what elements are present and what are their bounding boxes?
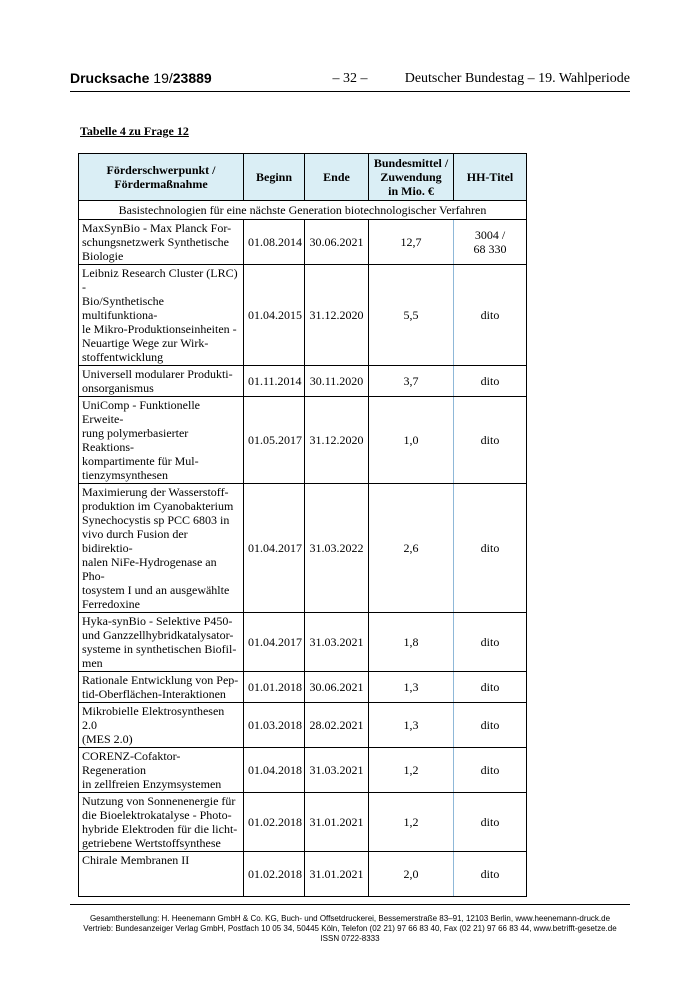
measure-name-line: Neuartige Wege zur Wirk- <box>82 336 209 350</box>
budget-title <box>454 852 527 897</box>
budget-title-line: dito <box>480 635 500 649</box>
amount: 1,3 <box>369 672 454 703</box>
table-row <box>79 793 527 852</box>
measure-name-line: vivo durch Fusion der bidirektio- <box>82 527 188 555</box>
end-date: 31.12.2020 <box>305 397 369 484</box>
table-row <box>79 220 527 265</box>
end-date: 30.06.2021 <box>305 220 369 265</box>
measure-name-line: Mikrobielle Elektrosynthesen 2.0 <box>82 704 225 732</box>
budget-title-line: dito <box>480 815 500 829</box>
measure-name-line: Synechocystis sp PCC 6803 in <box>82 513 230 527</box>
amount: 3,7 <box>369 366 454 397</box>
measure-name <box>79 748 244 793</box>
table-caption: Tabelle 4 zu Frage 12 <box>80 124 189 138</box>
header-right: Deutscher Bundestag – 19. Wahlperiode <box>404 71 630 86</box>
page-number: – 32 – <box>332 71 368 86</box>
measure-name-line: nalen NiFe-Hydrogenase an Pho- <box>82 555 217 583</box>
amount: 5,5 <box>369 265 454 366</box>
begin-date: 01.11.2014 <box>244 366 305 397</box>
funding-table <box>78 153 527 897</box>
amount: 1,2 <box>369 748 454 793</box>
footer-rule <box>70 904 630 905</box>
budget-title <box>454 793 527 852</box>
measure-name-line: Leibniz Research Cluster (LRC) - <box>82 266 238 294</box>
measure-name-line: onsorganismus <box>82 381 154 395</box>
budget-title-line: dito <box>480 433 500 447</box>
measure-name <box>79 613 244 672</box>
measure-name-line: in zellfreien Enzymsystemen <box>82 777 222 791</box>
measure-name-line: Maximierung der Wasserstoff- <box>82 485 229 499</box>
begin-date: 01.04.2017 <box>244 613 305 672</box>
measure-name <box>79 852 244 897</box>
footer-line-2: Vertrieb: Bundesanzeiger Verlag GmbH, Postfach 10 05 34, 50445 Köln, Telefon (02 21) 97 66 83 40, Fax (02 21) 97 66 83 44, www.betrifft-gesetze.de <box>83 924 617 933</box>
header-rule <box>70 91 630 92</box>
end-date: 31.03.2021 <box>305 748 369 793</box>
measure-name-line: kompartimente für Mul- <box>82 454 199 468</box>
measure-name-line: schungsnetzwerk Synthetische <box>82 235 229 249</box>
budget-title <box>454 613 527 672</box>
measure-name-line <box>82 881 240 895</box>
begin-date: 01.04.2017 <box>244 484 305 613</box>
budget-title <box>454 265 527 366</box>
begin-date: 01.04.2015 <box>244 265 305 366</box>
begin-date: 01.05.2017 <box>244 397 305 484</box>
measure-name-line: UniComp - Funktionelle Erweite- <box>82 398 200 426</box>
budget-title-line: dito <box>480 308 500 322</box>
measure-name-line: stoffentwicklung <box>82 350 164 364</box>
end-date: 28.02.2021 <box>305 703 369 748</box>
section-row <box>79 201 527 220</box>
measure-name <box>79 793 244 852</box>
measure-name-line: systeme in synthetischen Biofil- <box>82 642 237 656</box>
measure-name-line: Chirale Membranen II <box>82 853 190 867</box>
measure-name <box>79 703 244 748</box>
measure-name-line: rung polymerbasierter Reaktions- <box>82 426 189 454</box>
measure-name-line <box>82 867 240 881</box>
budget-title <box>454 220 527 265</box>
header-end: Ende <box>305 154 369 201</box>
table-row <box>79 852 527 897</box>
measure-name-line: getriebene Wertstoffsynthese <box>82 836 221 850</box>
measure-name <box>79 265 244 366</box>
section-label: Basistechnologien für eine nächste Generation biotechnologischer Verfahren <box>79 201 527 220</box>
budget-title-line: 3004 / <box>474 228 506 242</box>
begin-date: 01.08.2014 <box>244 220 305 265</box>
document-number: Drucksache 19/23889 <box>70 70 212 86</box>
end-date: 31.01.2021 <box>305 793 369 852</box>
measure-name-line: und Ganzzellhybridkatalysator- <box>82 628 234 642</box>
header-focus: Förderschwerpunkt / Fördermaßnahme <box>79 154 244 201</box>
amount: 2,0 <box>369 852 454 897</box>
budget-title <box>454 366 527 397</box>
begin-date: 01.02.2018 <box>244 852 305 897</box>
budget-title-line: 68 330 <box>473 242 507 256</box>
budget-title <box>454 484 527 613</box>
end-date: 30.06.2021 <box>305 672 369 703</box>
amount: 1,3 <box>369 703 454 748</box>
page-footer <box>70 914 630 944</box>
begin-date: 01.03.2018 <box>244 703 305 748</box>
amount: 2,6 <box>369 484 454 613</box>
footer-line-3: ISSN 0722-8333 <box>320 934 380 943</box>
measure-name-line: tid-Oberflächen-Interaktionen <box>82 687 226 701</box>
end-date: 31.03.2021 <box>305 613 369 672</box>
budget-title <box>454 703 527 748</box>
begin-date: 01.04.2018 <box>244 748 305 793</box>
measure-name-line: Rationale Entwicklung von Pep- <box>82 673 239 687</box>
measure-name-line: Ferredoxine <box>82 597 140 611</box>
footer-line-1: Gesamtherstellung: H. Heenemann GmbH & Co. KG, Buch- und Offsetdruckerei, Bessemerstraße 83–91, 12103 Berlin, www.heenemann-druck.de <box>89 914 611 923</box>
measure-name-line: Nutzung von Sonnenenergie für <box>82 794 236 808</box>
measure-name-line: men <box>82 656 103 670</box>
budget-title-line: dito <box>480 763 500 777</box>
measure-name <box>79 220 244 265</box>
end-date: 31.12.2020 <box>305 265 369 366</box>
header-amount: Bundesmittel / Zuwendung in Mio. € <box>369 154 454 201</box>
header-budget-title: HH-Titel <box>454 154 527 201</box>
measure-name <box>79 672 244 703</box>
end-date: 31.03.2022 <box>305 484 369 613</box>
table-header-row <box>79 154 527 201</box>
measure-name-line: Universell modularer Produkti- <box>82 367 233 381</box>
table-row <box>79 703 527 748</box>
measure-name-line: die Bioelektrokatalyse - Photo- <box>82 808 232 822</box>
measure-name-line: Biologie <box>82 249 124 263</box>
begin-date: 01.02.2018 <box>244 793 305 852</box>
budget-title-line: dito <box>480 867 500 881</box>
measure-name <box>79 484 244 613</box>
table-row <box>79 672 527 703</box>
budget-title <box>454 748 527 793</box>
amount: 1,0 <box>369 397 454 484</box>
measure-name-line: hybride Elektroden für die licht- <box>82 822 238 836</box>
table-row <box>79 397 527 484</box>
table-row <box>79 613 527 672</box>
page-header <box>70 70 630 92</box>
end-date: 30.11.2020 <box>305 366 369 397</box>
measure-name <box>79 366 244 397</box>
budget-title <box>454 672 527 703</box>
budget-title-line: dito <box>480 374 500 388</box>
measure-name-line: le Mikro-Produktionseinheiten - <box>82 322 237 336</box>
amount: 12,7 <box>369 220 454 265</box>
measure-name-line: tosystem I und an ausgewählte <box>82 583 230 597</box>
measure-name-line: MaxSynBio - Max Planck For- <box>82 221 232 235</box>
budget-title <box>454 397 527 484</box>
measure-name-line: (MES 2.0) <box>82 732 133 746</box>
budget-title-line: dito <box>480 541 500 555</box>
table-row <box>79 748 527 793</box>
amount: 1,2 <box>369 793 454 852</box>
budget-title-line: dito <box>480 680 500 694</box>
measure-name <box>79 397 244 484</box>
measure-name-line: produktion im Cyanobakterium <box>82 499 234 513</box>
header-begin: Beginn <box>244 154 305 201</box>
measure-name-line: Bio/Synthetische multifunktiona- <box>82 294 164 322</box>
measure-name-line: Hyka-synBio - Selektive P450- <box>82 614 233 628</box>
table-row <box>79 265 527 366</box>
amount: 1,8 <box>369 613 454 672</box>
table-row <box>79 366 527 397</box>
table-row <box>79 484 527 613</box>
begin-date: 01.01.2018 <box>244 672 305 703</box>
measure-name-line: CORENZ-Cofaktor-Regeneration <box>82 749 181 777</box>
end-date: 31.01.2021 <box>305 852 369 897</box>
measure-name-line: tienzymsynthesen <box>82 468 168 482</box>
budget-title-line: dito <box>480 718 500 732</box>
